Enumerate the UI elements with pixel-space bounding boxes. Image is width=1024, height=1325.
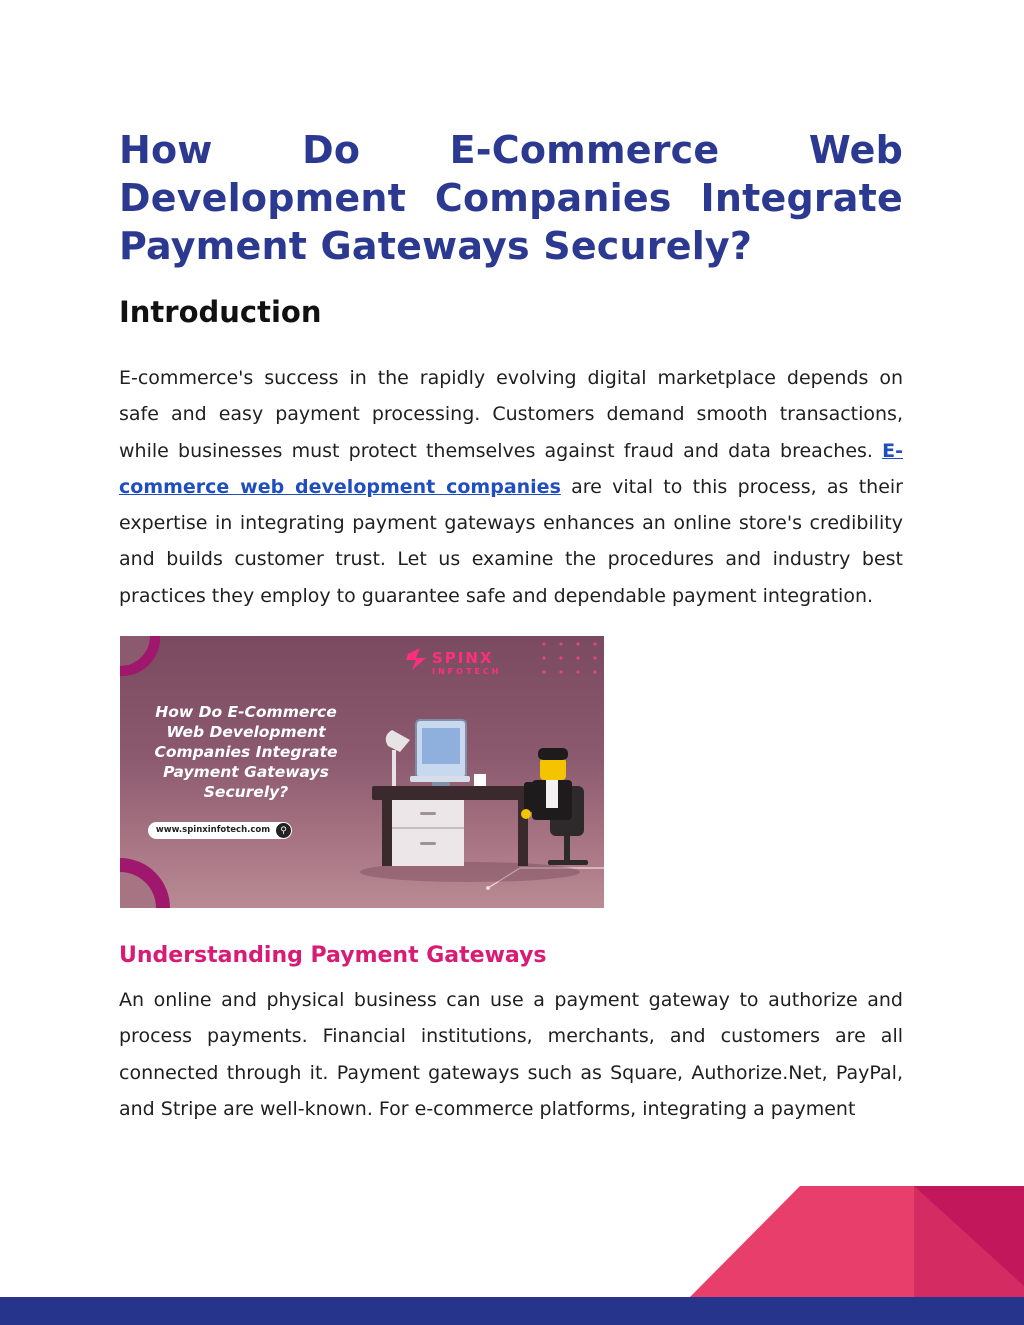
section-heading-payment-gateways: Understanding Payment Gateways	[119, 943, 547, 968]
search-icon: ⚲	[276, 823, 291, 838]
banner-url-pill: www.spinxinfotech.com	[148, 822, 292, 839]
footer-decoration	[690, 1186, 1024, 1297]
spinx-logo-mark	[406, 648, 426, 670]
intro-text-before-link: E-commerce's success in the rapidly evolving digital marketplace depends on safe and easy payment processing. Customers demand smooth transactions, while businesses must protect themselves against fraud and data breaches.	[119, 367, 903, 462]
desk-figure	[360, 720, 588, 882]
banner-brand-name: SPINX	[432, 649, 494, 667]
page-title: How Do E-Commerce Web Development Companies Integrate Payment Gateways Securely?	[119, 128, 903, 268]
intro-paragraph	[119, 360, 903, 614]
introduction-heading: Introduction	[119, 295, 322, 329]
intro-text-after-link: are vital to this process, as their expertise in integrating payment gateways enhances an online store's credibility and builds customer trust. Let us examine the procedures and industry best practices they employ to guarantee safe and dependable payment integration.	[119, 475, 903, 607]
dot-grid	[542, 642, 596, 673]
article-banner-image	[120, 636, 604, 908]
banner-title: How Do E-Commerce Web Development Companies Integrate Payment Gateways Securely?	[154, 703, 338, 801]
footer-bar	[0, 1297, 1024, 1325]
section-paragraph: An online and physical business can use a payment gateway to authorize and process payments. Financial institutions, merchants, and customers are all connected through it. Payment gateways such as Square, Authorize.Net, PayPal, and Stripe are well-known. For e-commerce platforms, integrating a payment	[119, 989, 903, 1120]
banner-brand-sub: INFOTECH	[432, 667, 502, 676]
ecommerce-companies-link[interactable]: E-commerce web development companies	[119, 439, 903, 498]
footer-shape-left	[690, 1186, 914, 1297]
